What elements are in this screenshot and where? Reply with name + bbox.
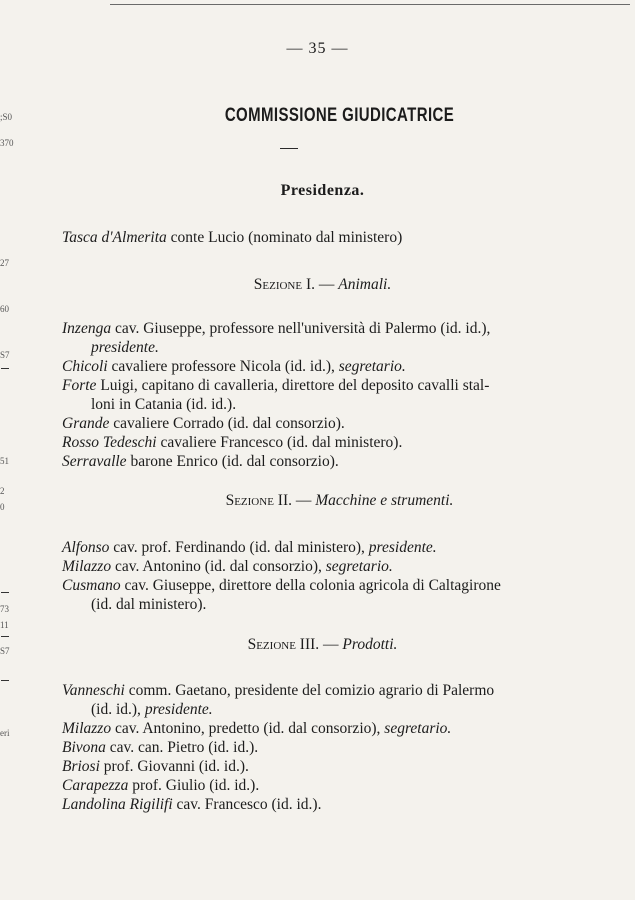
margin-fragment: 0 bbox=[0, 502, 5, 512]
margin-fragment: 2 bbox=[0, 486, 5, 496]
member-role: presidente. bbox=[368, 539, 437, 556]
member-entry-continued bbox=[91, 338, 159, 358]
member-name: Carapezza bbox=[62, 777, 129, 794]
member-name: Cusmano bbox=[62, 577, 121, 594]
member-entry-continued: (id. id.), presidente. bbox=[91, 701, 213, 718]
margin-fragment: S7 bbox=[0, 350, 10, 360]
member-name: Briosi bbox=[62, 758, 100, 775]
member-name: Forte bbox=[62, 377, 97, 394]
member-entry: Milazzo cav. Antonino, predetto (id. dal consorzio), segretario. bbox=[62, 720, 452, 737]
section-1-heading: Sezione I. — Animali. bbox=[253, 276, 392, 293]
member-name: Milazzo bbox=[62, 720, 112, 737]
section-2-heading: Sezione II. — Macchine e strumenti. bbox=[225, 492, 454, 509]
margin-fragment: eri bbox=[0, 728, 10, 738]
section-3-heading: Sezione III. — Prodotti. bbox=[247, 636, 398, 653]
member-entry: Chicoli cavaliere professore Nicola (id. id.), segretario. bbox=[62, 358, 406, 375]
member-entry-continued: loni in Catania (id. id.). bbox=[91, 396, 237, 413]
margin-dash bbox=[1, 592, 9, 593]
member-name: Milazzo bbox=[62, 558, 112, 575]
margin-fragment: 51 bbox=[0, 456, 9, 466]
margin-fragment: 11 bbox=[0, 620, 9, 630]
member-name: Bivona bbox=[62, 739, 106, 756]
member-name: Inzenga bbox=[62, 320, 112, 337]
member-role: segretario. bbox=[325, 558, 393, 575]
member-role: segretario. bbox=[338, 358, 406, 375]
member-name: Alfonso bbox=[62, 539, 110, 556]
top-rule bbox=[110, 4, 630, 5]
margin-dash bbox=[1, 680, 9, 681]
member-name: Tasca d'Almerita bbox=[62, 229, 167, 246]
member-entry: Carapezza prof. Giulio (id. id.). bbox=[62, 777, 260, 794]
member-entry: Alfonso cav. prof. Ferdinando (id. dal ministero), presidente. bbox=[62, 539, 437, 556]
margin-fragment: 73 bbox=[0, 604, 9, 614]
title-rule bbox=[280, 148, 298, 149]
member-name: Grande bbox=[62, 415, 110, 432]
member-role: segretario. bbox=[384, 720, 452, 737]
member-name: Landolina Rigilifi bbox=[62, 796, 173, 813]
margin-dash bbox=[1, 368, 9, 369]
member-entry: Grande cavaliere Corrado (id. dal consorzio). bbox=[62, 415, 345, 432]
member-entry: Cusmano cav. Giuseppe, direttore della colonia agricola di Caltagirone bbox=[62, 577, 501, 594]
member-entry: Milazzo cav. Antonino (id. dal consorzio), segretario. bbox=[62, 558, 393, 575]
member-entry: Serravalle barone Enrico (id. dal consorzio). bbox=[62, 453, 339, 470]
member-role: presidente. bbox=[91, 339, 159, 356]
margin-fragment: S7 bbox=[0, 646, 10, 656]
member-entry: Forte Luigi, capitano di cavalleria, direttore del deposito cavalli stal- bbox=[62, 377, 490, 394]
margin-fragment: 27 bbox=[0, 258, 9, 268]
margin-fragment: 60 bbox=[0, 304, 9, 314]
page-number: — 35 — bbox=[286, 40, 349, 57]
member-role: presidente. bbox=[144, 701, 213, 718]
margin-fragment: ;S0 bbox=[0, 112, 13, 122]
member-name: Rosso Tedeschi bbox=[62, 434, 157, 451]
margin-fragment: 370 bbox=[0, 138, 14, 148]
member-name: Serravalle bbox=[62, 453, 127, 470]
member-entry: Landolina Rigilifi cav. Francesco (id. id.). bbox=[62, 796, 322, 813]
presidenza-entry: Tasca d'Almerita conte Lucio (nominato dal ministero) bbox=[62, 229, 403, 246]
member-entry: Rosso Tedeschi cavaliere Francesco (id. dal ministero). bbox=[62, 434, 403, 451]
member-entry: Vanneschi comm. Gaetano, presidente del comizio agrario di Palermo bbox=[62, 682, 495, 699]
page-title: COMMISSIONE GIUDICATRICE bbox=[224, 104, 455, 127]
member-entry: Inzenga cav. Giuseppe, professore nell'università di Palermo (id. id.), bbox=[62, 320, 491, 337]
member-name: Chicoli bbox=[62, 358, 108, 375]
member-name: Vanneschi bbox=[62, 682, 125, 699]
member-entry-continued: (id. dal ministero). bbox=[91, 596, 207, 613]
member-entry: Bivona cav. can. Pietro (id. id.). bbox=[62, 739, 259, 756]
presidenza-heading: Presidenza. bbox=[280, 182, 365, 199]
member-entry: Briosi prof. Giovanni (id. id.). bbox=[62, 758, 249, 775]
